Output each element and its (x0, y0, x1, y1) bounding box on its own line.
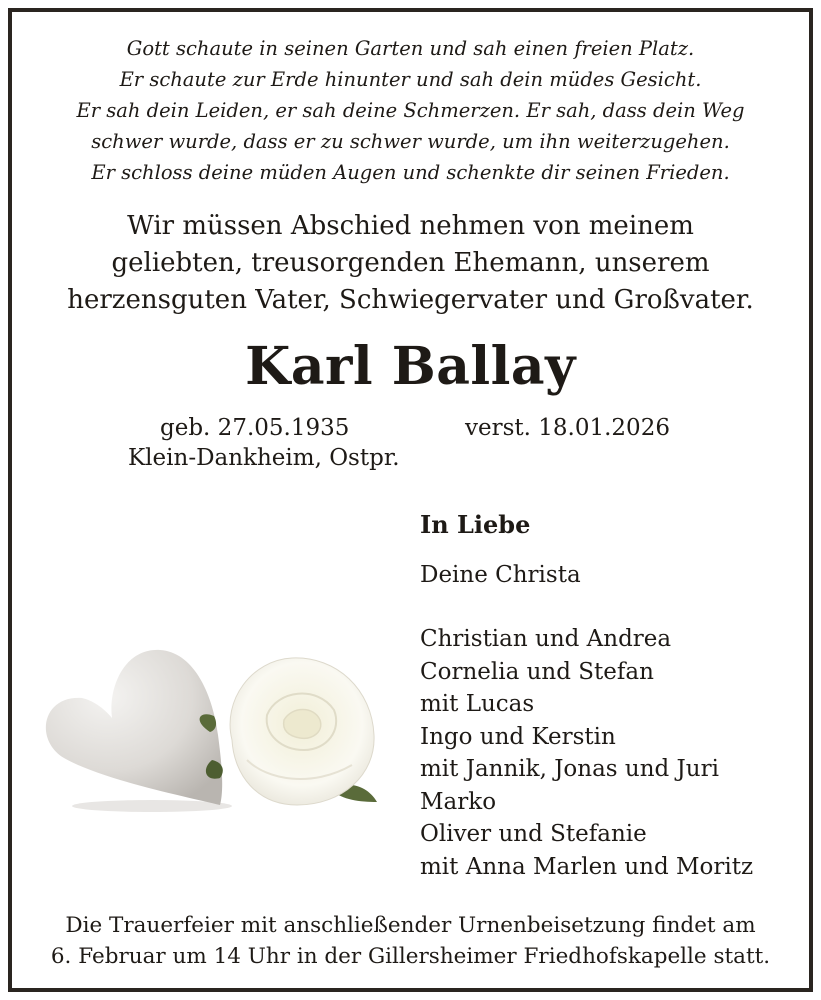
family-member: mit Lucas (420, 691, 535, 717)
funeral-notice (0, 910, 821, 972)
poem-line: Er schaute zur Erde hinunter und sah dein müdes Gesicht. (119, 68, 702, 91)
signature-heading: In Liebe (420, 510, 531, 539)
family-member: Oliver und Stefanie (420, 821, 647, 847)
spouse-name: Deine Christa (420, 562, 581, 588)
poem-line: Gott schaute in seinen Garten und sah einen freien Platz. (126, 37, 695, 60)
death-date: verst. 18.01.2026 (465, 415, 670, 441)
intro-line: geliebten, treusorgenden Ehemann, unserem (111, 248, 710, 278)
poem-line: schwer wurde, dass er zu schwer wurde, um ihn weiterzugehen. (91, 130, 730, 153)
birth-place: Klein-Dankheim, Ostpr. (128, 445, 400, 471)
poem (0, 33, 821, 188)
farewell-intro (0, 208, 821, 319)
ceremony-line: Die Trauerfeier mit anschließender Urnenbeisetzung findet am (65, 913, 756, 938)
deceased-name: Karl Ballay (245, 336, 576, 397)
stone-heart-icon (46, 650, 232, 812)
family-member: Ingo und Kerstin (420, 723, 616, 750)
family-member: mit Anna Marlen und Moritz (420, 853, 754, 880)
intro-line: herzensguten Vater, Schwiegervater und Großvater. (67, 285, 754, 315)
intro-line: Wir müssen Abschied nehmen von meinem (127, 211, 694, 241)
birth-date: geb. 27.05.1935 (160, 415, 350, 441)
family-member: Christian und Andrea (420, 626, 672, 652)
poem-line: Er schloss deine müden Augen und schenkte dir seinen Frieden. (91, 161, 730, 184)
family-signatures (420, 508, 753, 883)
ceremony-line: 6. Februar um 14 Uhr in der Gillersheimer Friedhofskapelle statt. (50, 944, 771, 969)
family-member: Marko (420, 788, 497, 815)
family-member: Cornelia und Stefan (420, 658, 654, 685)
poem-line: Er sah dein Leiden, er sah deine Schmerzen. Er sah, dass dein Weg (76, 99, 745, 122)
family-member: mit Jannik, Jonas und Juri (420, 756, 719, 782)
white-rose-icon (200, 658, 377, 805)
heart-and-rose-illustration (42, 640, 387, 815)
